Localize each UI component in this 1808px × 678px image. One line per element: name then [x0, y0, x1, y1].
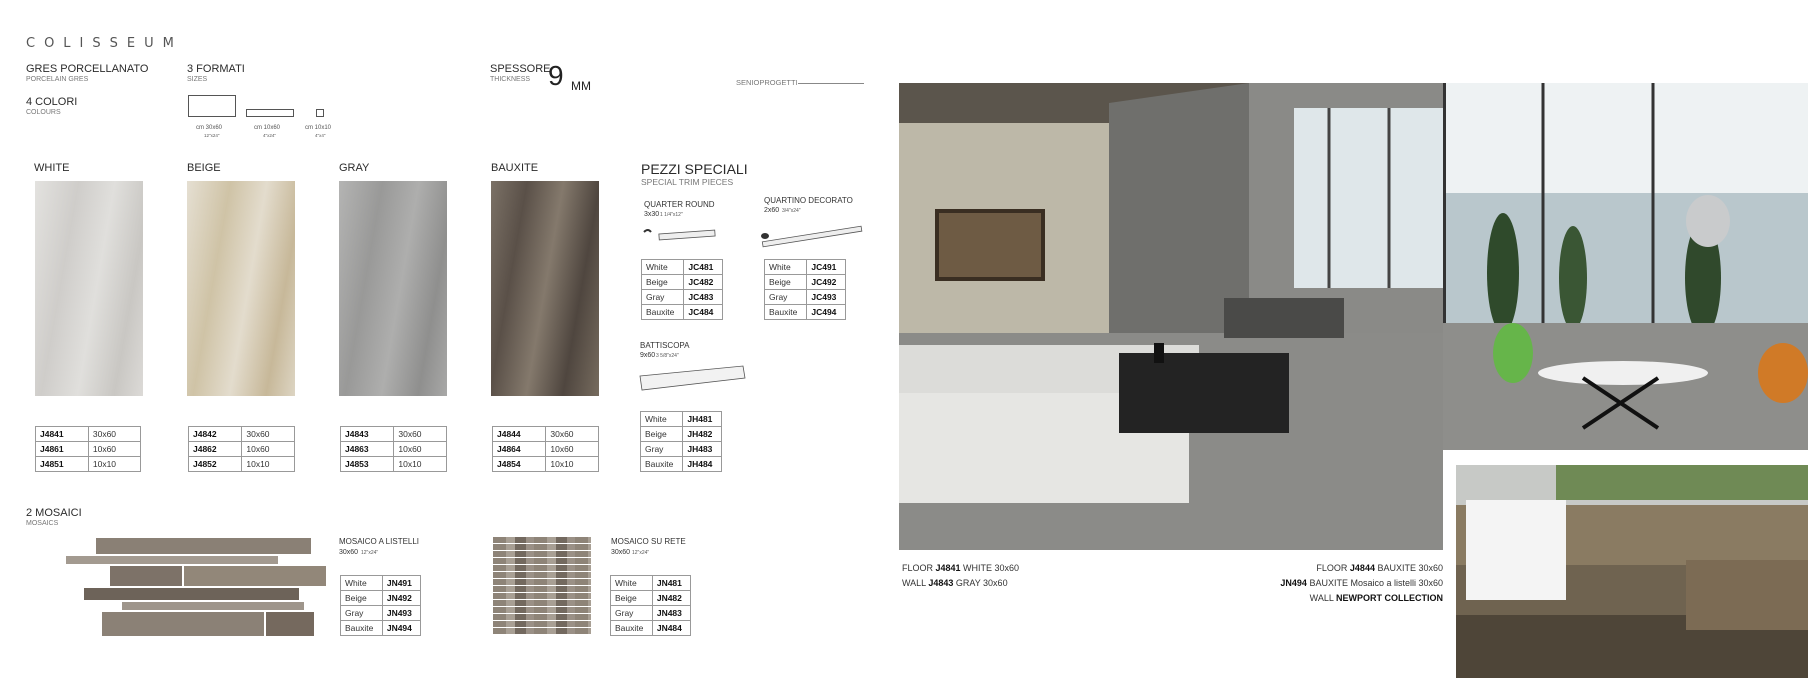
table-row — [493, 457, 599, 472]
bathroom-illustration — [1456, 465, 1808, 678]
quarter-round-piece-icon — [641, 226, 717, 244]
color-cell: Beige — [611, 591, 653, 606]
quartino-inch: 3/4"x24" — [782, 208, 801, 214]
mosaici-title: 2 MOSAICI — [26, 507, 82, 519]
color-cell: Beige — [341, 591, 383, 606]
table-row — [765, 260, 846, 275]
color-cell: Beige — [642, 275, 684, 290]
size-label: cm 30x60 — [196, 125, 223, 131]
quarter-round-table — [641, 259, 723, 320]
codes-table-beige — [188, 426, 295, 472]
color-cell: Gray — [341, 606, 383, 621]
code-cell: J4842 — [189, 427, 242, 442]
color-cell: Gray — [765, 290, 807, 305]
codes-table-gray — [340, 426, 447, 472]
color-cell: Gray — [611, 606, 653, 621]
code-cell: J4862 — [189, 442, 242, 457]
formati-subtitle: SIZES — [187, 76, 208, 83]
room-illustration — [899, 83, 1443, 550]
size-10x10-icon — [316, 109, 324, 117]
swatch-beige — [187, 181, 295, 396]
table-row — [641, 457, 722, 472]
code-cell: JN482 — [652, 591, 690, 606]
size-label: cm 10x10 — [305, 125, 332, 131]
color-name-bauxite: BAUXITE — [491, 162, 539, 174]
code-cell: JH483 — [683, 442, 722, 457]
color-cell: White — [341, 576, 383, 591]
battiscopa-size: 9x60 — [640, 352, 656, 359]
codes-table-bauxite — [492, 426, 599, 472]
size-label: cm 10x60 — [254, 125, 281, 131]
codes-table-white — [35, 426, 141, 472]
code-cell: J4851 — [36, 457, 89, 472]
table-row — [189, 427, 295, 442]
table-row — [642, 305, 723, 320]
table-row — [341, 457, 447, 472]
caption-text: WHITE 30x60 — [960, 563, 1020, 573]
room-photo — [899, 83, 1443, 550]
color-cell: Bauxite — [642, 305, 684, 320]
size-inch: 4"x4" — [315, 133, 326, 138]
mosaic-listelli-image — [64, 537, 328, 637]
table-row — [611, 576, 691, 591]
size-cell: 10x60 — [88, 442, 140, 457]
quarter-round-size: 3x30 — [644, 211, 660, 218]
code-cell: JC494 — [807, 305, 846, 320]
brand-logo: COLISSEUM — [26, 36, 183, 51]
code-cell: JN494 — [382, 621, 420, 636]
code-cell: JN492 — [382, 591, 420, 606]
table-row — [36, 427, 141, 442]
listelli-inch: 12"x24" — [361, 550, 379, 556]
table-row — [493, 427, 599, 442]
mosaici-subtitle: MOSAICS — [26, 520, 59, 527]
code-cell: JC482 — [684, 275, 723, 290]
pezzi-subtitle: SPECIAL TRIM PIECES — [641, 177, 734, 187]
code-cell: JC491 — [807, 260, 846, 275]
code-cell: JC481 — [684, 260, 723, 275]
table-row — [341, 576, 421, 591]
caption-text: FLOOR — [1316, 563, 1350, 573]
table-row — [765, 290, 846, 305]
gres-subtitle: PORCELAIN GRES — [26, 76, 89, 83]
size-cell: 10x10 — [242, 457, 295, 472]
table-row — [36, 457, 141, 472]
code-cell: J4844 — [493, 427, 546, 442]
color-cell: White — [765, 260, 807, 275]
table-row — [641, 427, 722, 442]
color-cell: Bauxite — [641, 457, 683, 472]
color-cell: Bauxite — [611, 621, 653, 636]
pezzi-title: PEZZI SPECIALI — [641, 161, 748, 177]
battiscopa-inch: 3 5/8"x24" — [656, 353, 679, 359]
code-cell: JH482 — [683, 427, 722, 442]
code-cell: JN481 — [652, 576, 690, 591]
table-row — [642, 260, 723, 275]
color-cell: Bauxite — [341, 621, 383, 636]
color-name-white: WHITE — [34, 162, 70, 174]
size-10x60-icon — [246, 109, 294, 117]
code-cell: J4864 — [493, 442, 546, 457]
code-cell: J4854 — [493, 457, 546, 472]
listelli-table — [340, 575, 421, 636]
mosaic-rete-image — [493, 537, 591, 635]
code-cell: JN493 — [382, 606, 420, 621]
caption-wall-left — [902, 578, 1008, 588]
battiscopa-piece-icon — [638, 362, 748, 396]
quartino-table — [764, 259, 846, 320]
color-name-gray: GRAY — [339, 162, 370, 174]
quartino-title: QUARTINO DECORATO — [764, 196, 853, 205]
table-row — [765, 305, 846, 320]
table-row — [641, 412, 722, 427]
thickness-unit: MM — [571, 79, 591, 93]
table-row — [341, 621, 421, 636]
table-row — [341, 427, 447, 442]
code-cell: J4861 — [36, 442, 89, 457]
caption-mosaic-right — [1280, 578, 1443, 588]
code-cell: JH484 — [683, 457, 722, 472]
color-name-beige: BEIGE — [187, 162, 221, 174]
size-inch: 12"x24" — [204, 133, 220, 138]
code-cell: JN484 — [652, 621, 690, 636]
table-row — [765, 275, 846, 290]
size-cell: 30x60 — [394, 427, 447, 442]
code-cell: JN491 — [382, 576, 420, 591]
caption-text: WALL — [902, 578, 929, 588]
size-cell: 10x10 — [88, 457, 140, 472]
code-cell: JN483 — [652, 606, 690, 621]
size-cell: 30x60 — [242, 427, 295, 442]
table-row — [611, 591, 691, 606]
window-illustration — [1443, 83, 1808, 450]
listelli-size: 30x60 — [339, 549, 359, 556]
colori-title: 4 COLORI — [26, 96, 78, 108]
rete-size: 30x60 — [611, 549, 631, 556]
bathroom-photo — [1456, 465, 1808, 678]
color-cell: White — [611, 576, 653, 591]
table-row — [36, 442, 141, 457]
code-cell: JC493 — [807, 290, 846, 305]
table-row — [642, 290, 723, 305]
thickness-value: 9 — [548, 60, 564, 91]
color-cell: Bauxite — [765, 305, 807, 320]
rete-table — [610, 575, 691, 636]
size-inch: 4"x24" — [263, 133, 276, 138]
color-cell: White — [641, 412, 683, 427]
quarter-round-title: QUARTER ROUND — [644, 200, 715, 209]
size-cell: 10x10 — [546, 457, 599, 472]
caption-code: JN494 — [1280, 578, 1307, 588]
size-30x60-icon — [188, 95, 236, 117]
table-row — [642, 275, 723, 290]
table-row — [641, 442, 722, 457]
gres-title: GRES PORCELLANATO — [26, 63, 149, 75]
quartino-size: 2x60 — [764, 207, 780, 214]
caption-code: J4844 — [1349, 563, 1375, 573]
caption-floor-right — [1316, 563, 1443, 573]
senioprogetti-line — [798, 83, 864, 84]
color-cell: Beige — [641, 427, 683, 442]
caption-text: WALL — [1309, 593, 1336, 603]
code-cell: JC484 — [684, 305, 723, 320]
rete-inch: 12"x24" — [632, 550, 650, 556]
colori-subtitle: COLOURS — [26, 109, 61, 116]
caption-code: J4841 — [935, 563, 961, 573]
spessore-title: SPESSORE — [490, 63, 551, 75]
formati-title: 3 FORMATI — [187, 63, 245, 75]
size-cell: 10x60 — [546, 442, 599, 457]
battiscopa-title: BATTISCOPA — [640, 341, 690, 350]
caption-text: BAUXITE 30x60 — [1374, 563, 1443, 573]
rete-title: MOSAICO SU RETE — [611, 537, 686, 546]
caption-text: GRAY 30x60 — [953, 578, 1008, 588]
table-row — [341, 591, 421, 606]
listelli-title: MOSAICO A LISTELLI — [339, 537, 420, 546]
color-cell: Gray — [641, 442, 683, 457]
size-cell: 10x60 — [242, 442, 295, 457]
color-cell: Gray — [642, 290, 684, 305]
code-cell: JC492 — [807, 275, 846, 290]
code-cell: J4843 — [341, 427, 394, 442]
caption-code: J4843 — [928, 578, 954, 588]
code-cell: JH481 — [683, 412, 722, 427]
quarter-round-inch: 1 1/4"x12" — [660, 212, 683, 218]
table-row — [611, 606, 691, 621]
room-photo-right — [1443, 83, 1808, 450]
code-cell: J4841 — [36, 427, 89, 442]
caption-code: NEWPORT COLLECTION — [1336, 593, 1443, 603]
caption-text: BAUXITE Mosaico a listelli 30x60 — [1306, 578, 1443, 588]
quartino-piece-icon — [758, 222, 864, 252]
table-row — [341, 442, 447, 457]
code-cell: J4852 — [189, 457, 242, 472]
table-row — [493, 442, 599, 457]
swatch-bauxite — [491, 181, 599, 396]
swatch-gray — [339, 181, 447, 396]
spessore-subtitle: THICKNESS — [490, 76, 531, 83]
color-cell: Beige — [765, 275, 807, 290]
code-cell: J4863 — [341, 442, 394, 457]
caption-text: FLOOR — [902, 563, 936, 573]
swatch-white — [35, 181, 143, 396]
caption-wall-right — [1310, 593, 1443, 603]
color-cell: White — [642, 260, 684, 275]
size-cell: 30x60 — [88, 427, 140, 442]
code-cell: J4853 — [341, 457, 394, 472]
table-row — [341, 606, 421, 621]
caption-floor-left — [902, 563, 1019, 573]
code-cell: JC483 — [684, 290, 723, 305]
battiscopa-table — [640, 411, 722, 472]
table-row — [189, 457, 295, 472]
senioprogetti-label: SENIOPROGETTI — [736, 78, 798, 87]
table-row — [611, 621, 691, 636]
size-cell: 10x10 — [394, 457, 447, 472]
table-row — [189, 442, 295, 457]
size-cell: 30x60 — [546, 427, 599, 442]
size-cell: 10x60 — [394, 442, 447, 457]
